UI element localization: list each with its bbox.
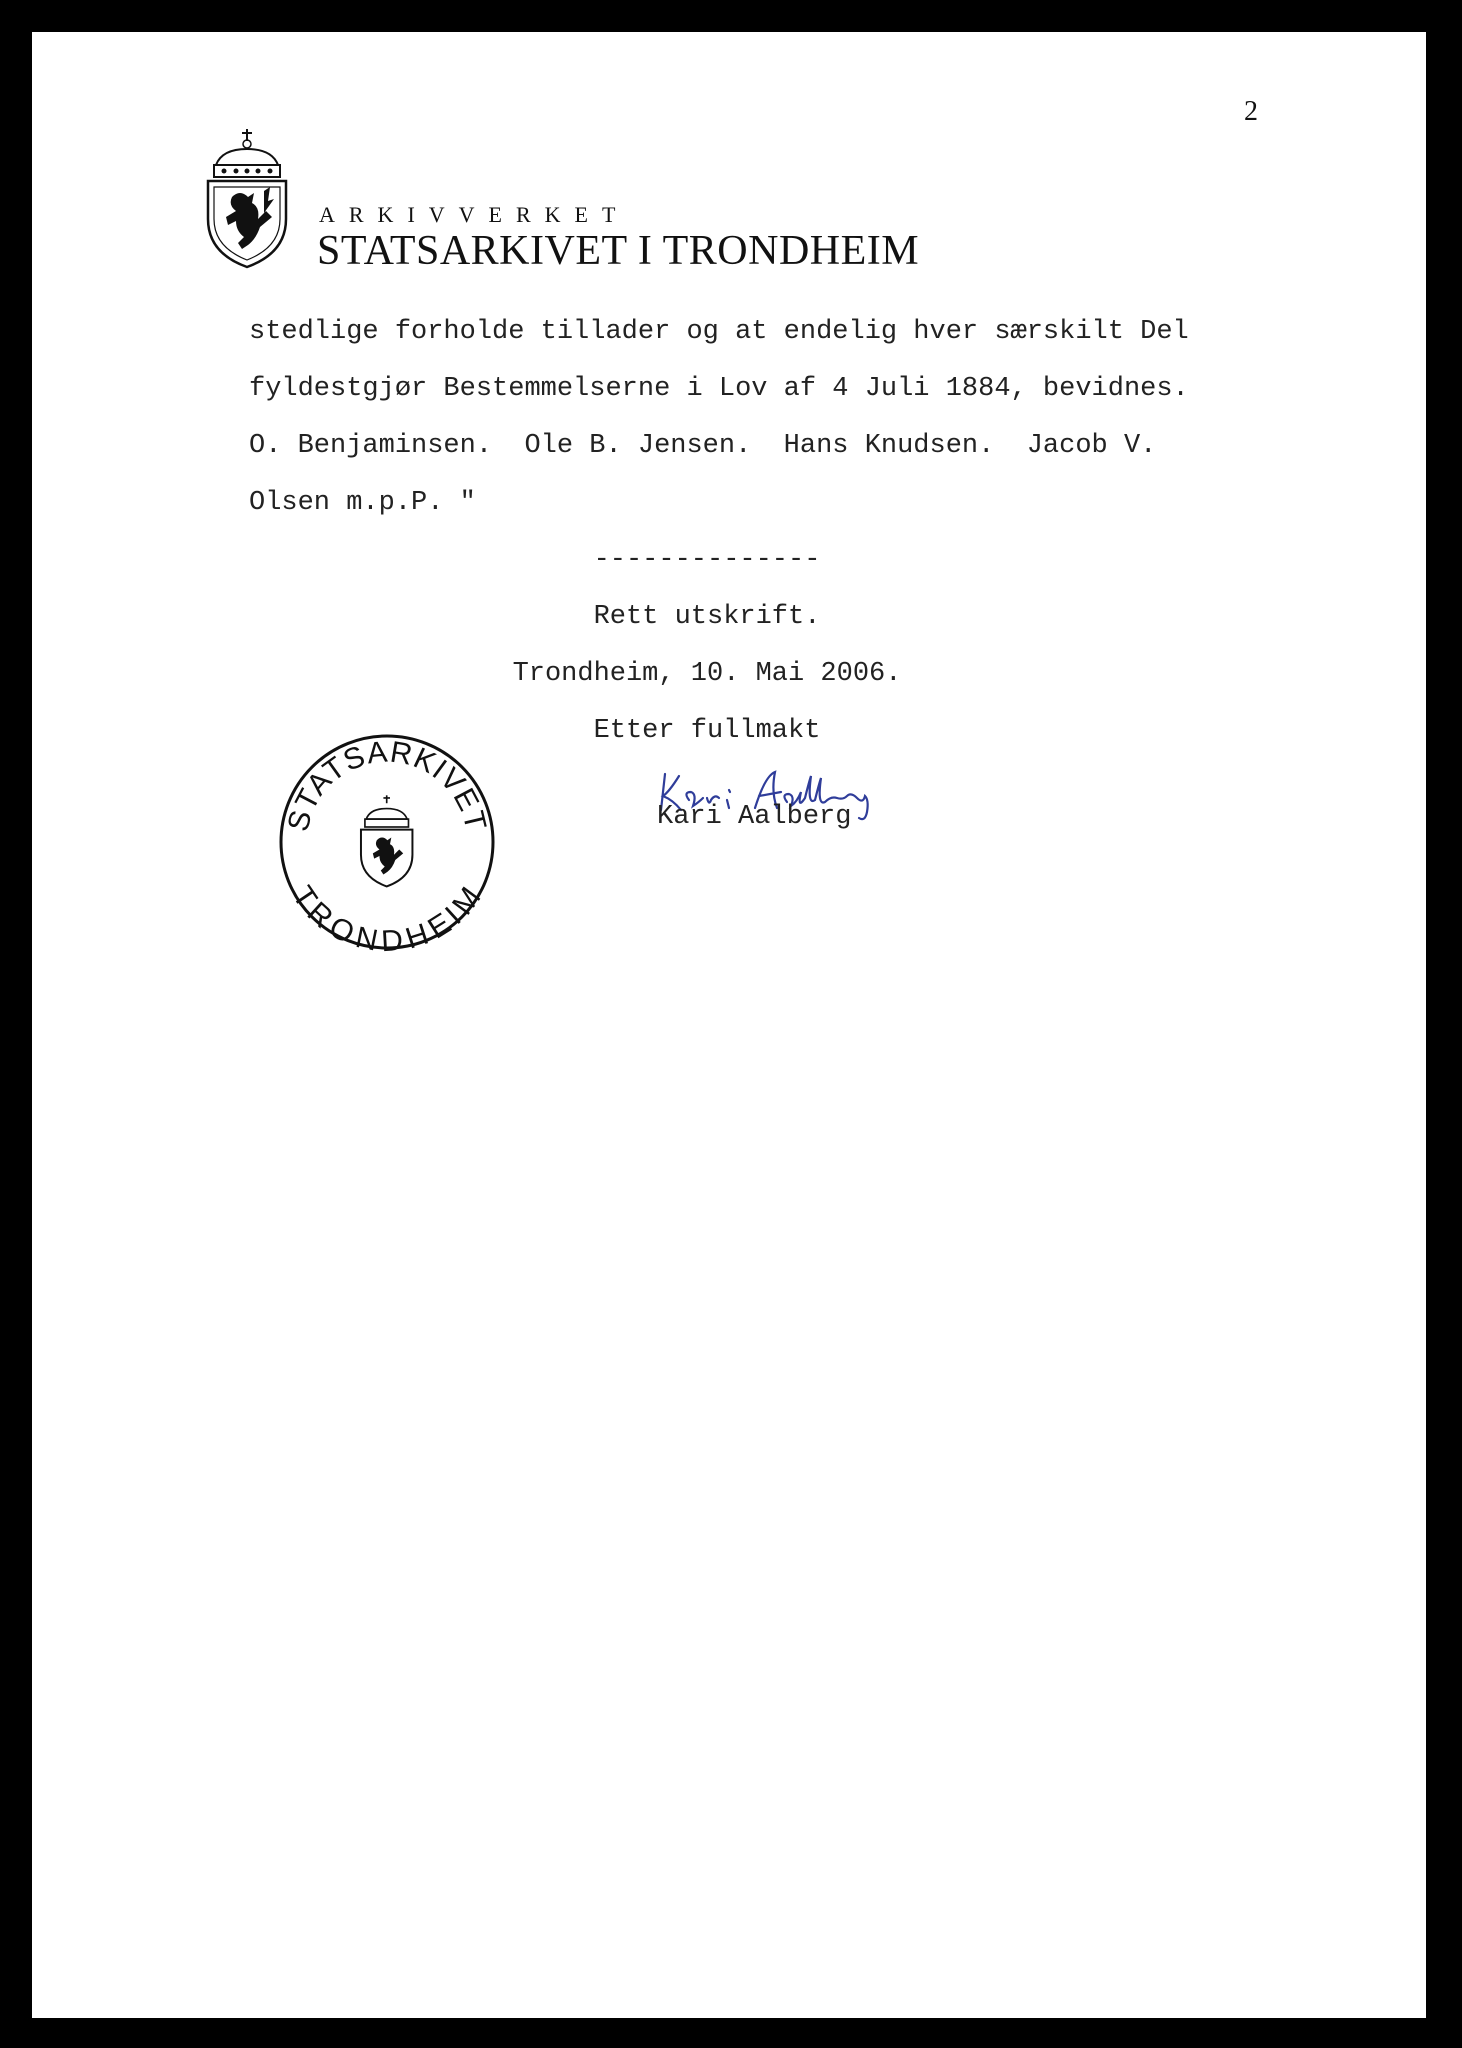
authority-statement: Etter fullmakt (593, 716, 821, 746)
stamp-bottom-text: TRONDHEIM (285, 880, 489, 952)
place-date: Trondheim, 10. Mai 2006. (512, 659, 902, 689)
document-page (32, 32, 1426, 2018)
body-line: stedlige forholde tillader og at endelig hver særskilt Del (249, 317, 1189, 347)
stamp-top-text: STATSARKIVET (281, 735, 493, 835)
letterhead (202, 127, 1102, 277)
separator-line: -------------- (593, 545, 821, 575)
body-line: Olsen m.p.P. " (249, 488, 476, 518)
coat-of-arms-icon (202, 127, 292, 269)
page-number: 2 (1244, 96, 1258, 127)
stamp-crest-icon (361, 795, 412, 886)
document-body (249, 304, 1289, 532)
certification-block (432, 532, 982, 760)
agency-name: ARKIVVERKET (319, 202, 630, 227)
body-line: fyldestgjør Bestemmelserne i Lov af 4 Juli 1884, bevidnes. (249, 374, 1189, 404)
body-line: O. Benjaminsen. Ole B. Jensen. Hans Knudsen. Jacob V. (249, 431, 1157, 461)
svg-text:TRONDHEIM (286, 880, 488, 952)
true-copy-statement: Rett utskrift. (593, 602, 821, 632)
institution-name: STATSARKIVET I TRONDHEIM (317, 228, 920, 274)
official-stamp (277, 732, 497, 952)
signer-name: Kari Aalberg (657, 802, 852, 832)
